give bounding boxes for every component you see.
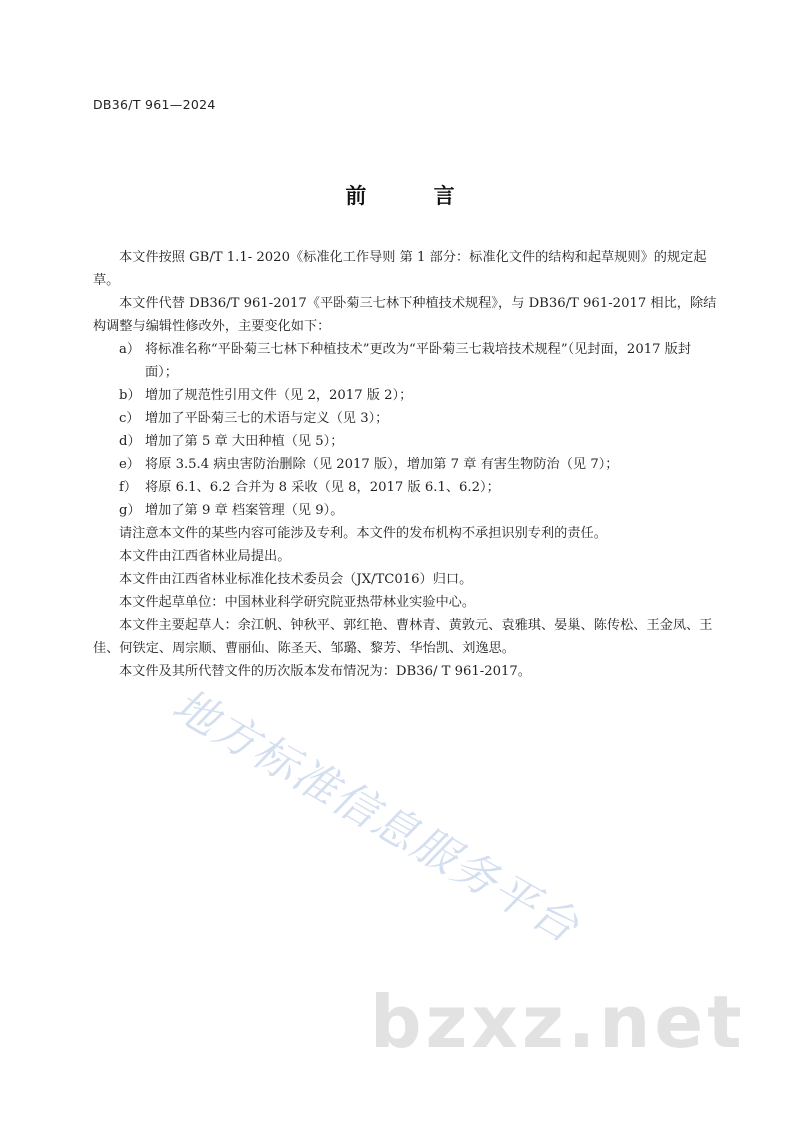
change-label: b） [119, 388, 141, 403]
paragraph-drafting-unit: 本文件起草单位：中国林业科学研究院亚热带林业实验中心。 [119, 595, 476, 610]
paragraph-patent-notice: 请注意本文件的某些内容可能涉及专利。本文件的发布机构不承担识别专利的责任。 [119, 526, 607, 541]
change-item [93, 338, 721, 384]
paragraph-drafters: 本文件主要起草人：余江帆、钟秋平、郭红艳、曹林青、黄敦元、袁雅琪、晏巢、陈传松、王金凤、王佳、何铁定、周宗顺、曹丽仙、陈圣天、邹璐、黎芳、华怡凯、刘逸思。 [93, 618, 713, 656]
paragraph-version-history: 本文件及其所代替文件的历次版本发布情况为：DB36/ T 961-2017。 [119, 664, 531, 679]
change-text: 将原 3.5.4 病虫害防治删除（见 2017 版），增加第 7 章 有害生物防治（见 7）； [145, 457, 619, 472]
foreword-content [93, 246, 721, 683]
document-code: DB36/T 961—2024 [93, 97, 216, 112]
page-title: 前 言 [345, 184, 485, 208]
change-text: 增加了规范性引用文件（见 2，2017 版 2）； [145, 388, 413, 403]
change-item [93, 453, 721, 476]
paragraph-drafting-rule: 本文件按照 GB/T 1.1- 2020《标准化工作导则 第 1 部分：标准化文件的结构和起草规则》的规定起草。 [93, 250, 707, 288]
change-label: f） [119, 480, 138, 495]
change-label: d） [119, 434, 141, 449]
change-text: 增加了平卧菊三七的术语与定义（见 3）； [145, 411, 389, 426]
watermark-chinese: 地方标准信息服务平台 [164, 679, 588, 954]
change-text: 增加了第 5 章 大田种植（见 5）； [145, 434, 344, 449]
change-text: 将原 6.1、6.2 合并为 8 采收（见 8，2017 版 6.1、6.2）； [145, 480, 500, 495]
paragraph-committee: 本文件由江西省林业标准化技术委员会（JX/TC016）归口。 [119, 572, 473, 587]
change-text: 将标准名称“平卧菊三七林下种植技术”更改为“平卧菊三七栽培技术规程”（见封面，2017 版封面）； [145, 342, 692, 380]
change-label: c） [119, 411, 140, 426]
change-item [93, 499, 721, 522]
change-item [93, 476, 721, 499]
change-text: 增加了第 9 章 档案管理（见 9）。 [145, 503, 344, 518]
change-item [93, 384, 721, 407]
change-label: g） [119, 503, 141, 518]
paragraph-replacement: 本文件代替 DB36/T 961-2017《平卧菊三七林下种植技术规程》，与 DB36/T 961-2017 相比，除结构调整与编辑性修改外，主要变化如下： [93, 296, 717, 334]
change-item [93, 407, 721, 430]
change-label: a） [119, 342, 141, 357]
change-item [93, 430, 721, 453]
change-label: e） [119, 457, 140, 472]
watermark-site: bzxz.net [370, 980, 746, 1064]
paragraph-proposer: 本文件由江西省林业局提出。 [119, 549, 291, 564]
